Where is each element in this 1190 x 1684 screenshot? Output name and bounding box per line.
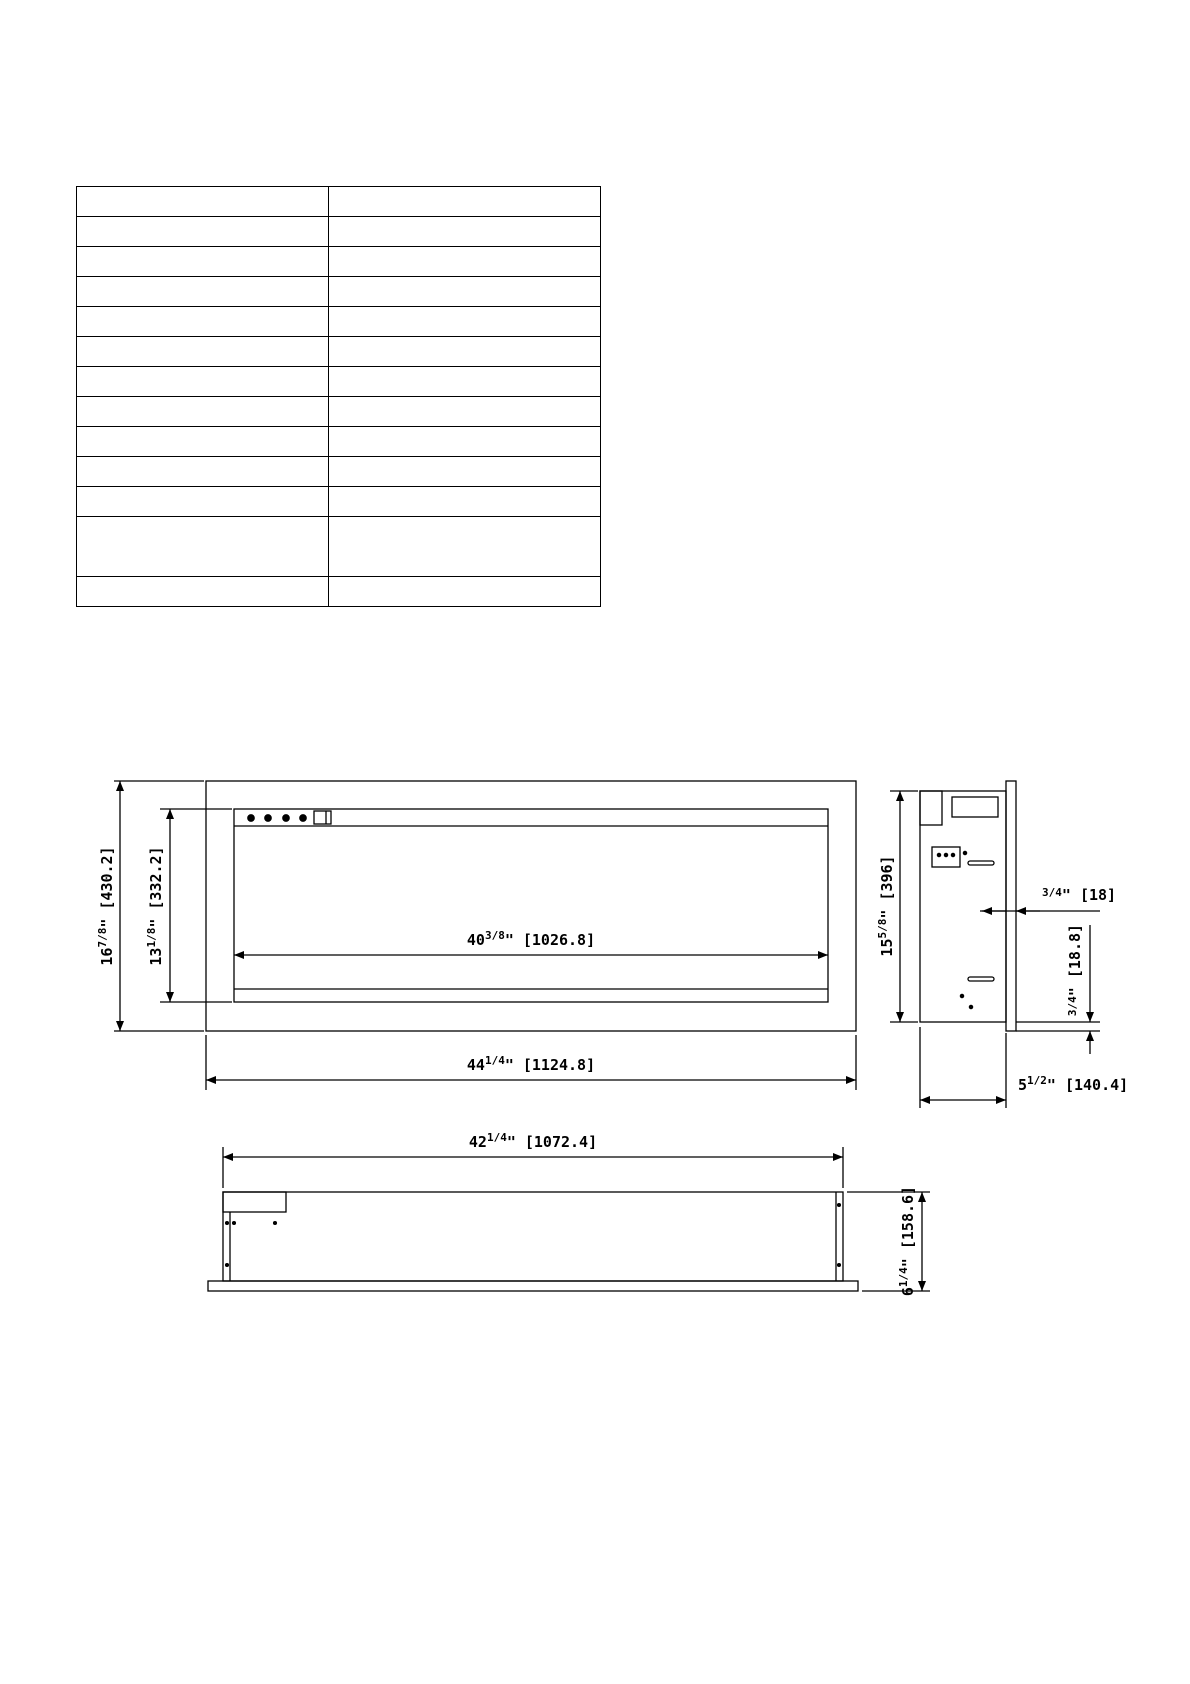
svg-text:3/4" [18.8]: $^3$/4" [18.8] [1066,923,1084,1017]
flange-offset-label [1066,924,1084,1016]
svg-text:167/8" [430.2]: $16^7/8$" [430.2] [96,846,116,966]
top-body [223,1192,843,1281]
inner-height-label [145,846,165,965]
side-label-plate [952,797,998,817]
svg-text:155/8" [396]: $15^5/8$" [396] [876,855,896,957]
top-control-box [223,1192,286,1212]
control-knob-icon [283,815,289,821]
power-switch-icon [314,811,331,824]
svg-text:61/4" [158.6]: $6^1/4$" [158.6] [897,1185,917,1297]
side-depth-label: $5^1/2$" [140.4] [1018,1074,1129,1094]
side-slot [968,861,994,865]
svg-text:131/8" [332.2]: $13^1/8$" [332.2] [145,846,165,966]
side-top-block [920,791,942,825]
overall-height-label [96,846,116,965]
top-width-label: $42^1/4$" [1072.4] [468,1131,598,1151]
flange-thickness-label: $^3$/4" [18] [1042,886,1117,904]
control-knob-icon [300,815,306,821]
side-height-label [876,855,896,956]
top-depth-label [897,1186,917,1296]
front-inner-opening [234,809,828,1002]
top-view [208,1147,930,1291]
side-body [920,791,1006,1022]
overall-width-label: $44^1/4$" [1124.8] [466,1054,596,1074]
inner-width-label: $40^3/8$" [1026.8] [466,929,596,949]
control-knob-icon [265,815,271,821]
control-knob-icon [248,815,254,821]
side-slot [968,977,994,981]
control-panel [248,811,331,824]
top-flange [208,1281,858,1291]
side-flange [1006,781,1016,1031]
